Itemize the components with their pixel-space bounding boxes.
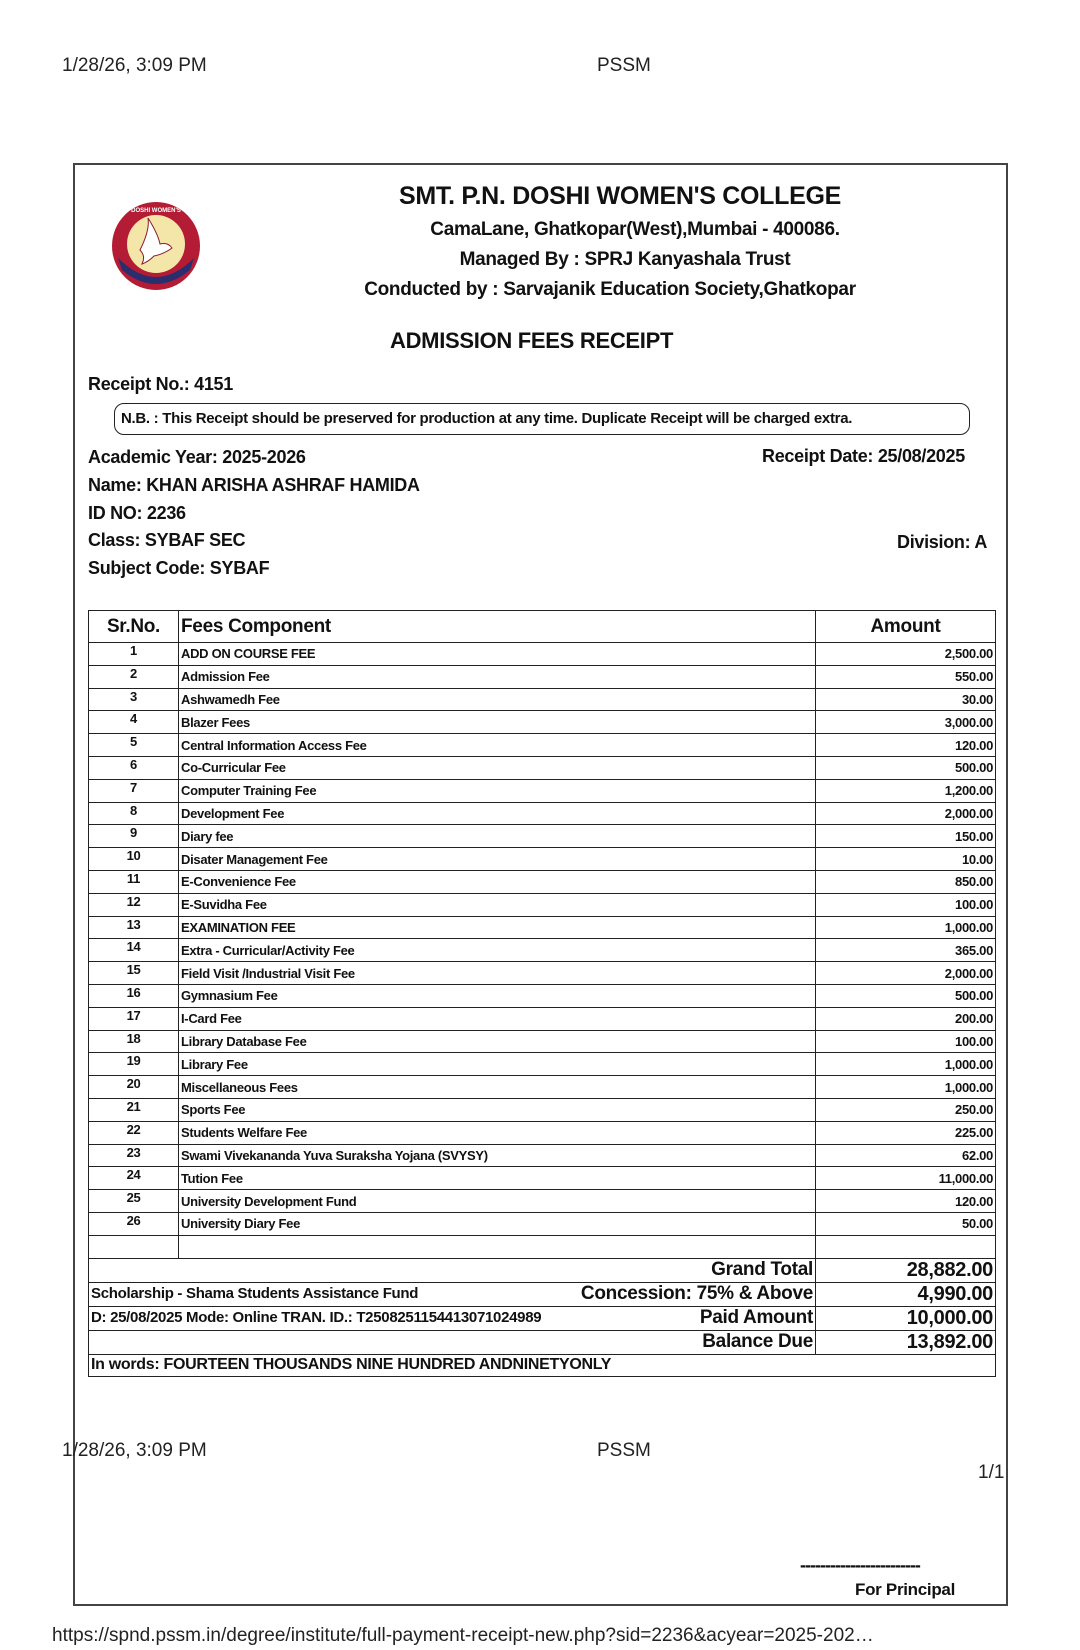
sr-no-cell: 3: [89, 688, 179, 711]
fee-component-cell: E-Suvidha Fee: [179, 893, 816, 916]
student-id: ID NO: 2236: [88, 503, 186, 523]
fee-amount-cell: 250.00: [816, 1098, 996, 1121]
fee-amount-cell: 120.00: [816, 1190, 996, 1213]
table-row: [89, 939, 996, 962]
paid-value: 10,000.00: [816, 1306, 996, 1330]
sr-no-cell: 2: [89, 665, 179, 688]
fee-amount-cell: 200.00: [816, 1007, 996, 1030]
empty-cell: [816, 1235, 996, 1258]
fees-table: [88, 610, 996, 1377]
fee-component-cell: I-Card Fee: [179, 1007, 816, 1030]
fee-amount-cell: 1,000.00: [816, 1076, 996, 1099]
paid-label: Paid Amount: [699, 1307, 813, 1329]
fee-amount-cell: 1,000.00: [816, 916, 996, 939]
payment-info: D: 25/08/2025 Mode: Online TRAN. ID.: T2508251154413071024989: [91, 1309, 542, 1327]
fee-amount-cell: 62.00: [816, 1144, 996, 1167]
sr-no-cell: 20: [89, 1076, 179, 1099]
table-row: [89, 1212, 996, 1235]
fee-amount-cell: 500.00: [816, 756, 996, 779]
fee-amount-cell: 50.00: [816, 1212, 996, 1235]
sr-no-cell: 26: [89, 1212, 179, 1235]
scholarship-name: Scholarship - Shama Students Assistance Fund: [91, 1285, 419, 1303]
receipt-note: N.B. : This Receipt should be preserved for production at any time. Duplicate Receipt will be charged extra.: [114, 403, 970, 435]
sr-no-cell: 16: [89, 984, 179, 1007]
sr-no-cell: 10: [89, 848, 179, 871]
sr-no-cell: 1: [89, 643, 179, 666]
table-row: [89, 734, 996, 757]
college-address: CamaLane, Ghatkopar(West),Mumbai - 400086.: [430, 219, 840, 240]
fee-component-cell: Students Welfare Fee: [179, 1121, 816, 1144]
fee-component-cell: Central Information Access Fee: [179, 734, 816, 757]
fee-component-cell: Disater Management Fee: [179, 848, 816, 871]
print-datetime: 1/28/26, 3:09 PM: [62, 55, 207, 76]
fee-component-cell: EXAMINATION FEE: [179, 916, 816, 939]
sr-no-cell: 9: [89, 825, 179, 848]
fee-amount-cell: 100.00: [816, 1030, 996, 1053]
sr-no-cell: 13: [89, 916, 179, 939]
fee-component-cell: Library Fee: [179, 1053, 816, 1076]
fee-amount-cell: 550.00: [816, 665, 996, 688]
balance-label: Balance Due: [89, 1330, 816, 1354]
table-row: [89, 1053, 996, 1076]
table-row: [89, 962, 996, 985]
table-row: [89, 1144, 996, 1167]
sr-no-cell: 15: [89, 962, 179, 985]
print-title: PSSM: [597, 55, 651, 76]
college-name: SMT. P.N. DOSHI WOMEN'S COLLEGE: [398, 182, 842, 210]
fee-component-cell: Extra - Curricular/Activity Fee: [179, 939, 816, 962]
header-amount: Amount: [816, 611, 996, 643]
grand-total-label: Grand Total: [89, 1258, 816, 1282]
table-row: [89, 825, 996, 848]
fee-amount-cell: 10.00: [816, 848, 996, 871]
table-row: [89, 779, 996, 802]
fee-amount-cell: 120.00: [816, 734, 996, 757]
fee-amount-cell: 500.00: [816, 984, 996, 1007]
table-row: [89, 1167, 996, 1190]
sr-no-cell: 17: [89, 1007, 179, 1030]
managed-by: Managed By : SPRJ Kanyashala Trust: [459, 249, 791, 270]
table-row: [89, 643, 996, 666]
table-row: [89, 1190, 996, 1213]
fee-amount-cell: 30.00: [816, 688, 996, 711]
empty-cell: [89, 1235, 179, 1258]
fee-component-cell: E-Convenience Fee: [179, 870, 816, 893]
table-row: [89, 688, 996, 711]
sr-no-cell: 5: [89, 734, 179, 757]
sr-no-cell: 25: [89, 1190, 179, 1213]
balance-row: [89, 1330, 996, 1354]
fee-amount-cell: 365.00: [816, 939, 996, 962]
table-row: [89, 1007, 996, 1030]
paid-cell: [89, 1306, 816, 1330]
table-header-row: [89, 611, 996, 643]
page-url[interactable]: https://spnd.pssm.in/degree/institute/full-payment-receipt-new.php?sid=2236&acyear=2025-202…: [52, 1625, 874, 1646]
paid-row: [89, 1306, 996, 1330]
fee-amount-cell: 1,200.00: [816, 779, 996, 802]
table-row: [89, 1030, 996, 1053]
grand-total-row: [89, 1258, 996, 1282]
table-row: [89, 893, 996, 916]
receipt-number: Receipt No.: 4151: [88, 374, 233, 394]
concession-label: Concession: 75% & Above: [580, 1283, 813, 1305]
sr-no-cell: 19: [89, 1053, 179, 1076]
table-row: [89, 1076, 996, 1099]
sr-no-cell: 7: [89, 779, 179, 802]
receipt-date: Receipt Date: 25/08/2025: [762, 446, 965, 466]
svg-text:DOSHI WOMEN'S: DOSHI WOMEN'S: [131, 208, 181, 214]
grand-total-value: 28,882.00: [816, 1258, 996, 1282]
empty-cell: [179, 1235, 816, 1258]
sr-no-cell: 8: [89, 802, 179, 825]
table-row: [89, 870, 996, 893]
fee-component-cell: Miscellaneous Fees: [179, 1076, 816, 1099]
sr-no-cell: 24: [89, 1167, 179, 1190]
college-logo-icon: [110, 200, 202, 292]
table-row: [89, 916, 996, 939]
table-row: [89, 848, 996, 871]
college-header: [330, 182, 890, 301]
signature-line: ------------------------: [800, 1555, 920, 1575]
receipt-title: ADMISSION FEES RECEIPT: [390, 328, 674, 353]
fee-component-cell: Blazer Fees: [179, 711, 816, 734]
amount-in-words: In words: FOURTEEN THOUSANDS NINE HUNDRED ANDNINETYONLY: [89, 1354, 996, 1377]
fee-component-cell: Sports Fee: [179, 1098, 816, 1121]
in-words-row: [89, 1354, 996, 1377]
table-row: [89, 1121, 996, 1144]
concession-cell: [89, 1282, 816, 1306]
table-row: [89, 756, 996, 779]
sr-no-cell: 21: [89, 1098, 179, 1121]
fee-amount-cell: 150.00: [816, 825, 996, 848]
fee-amount-cell: 3,000.00: [816, 711, 996, 734]
fee-amount-cell: 100.00: [816, 893, 996, 916]
sr-no-cell: 14: [89, 939, 179, 962]
fee-amount-cell: 2,000.00: [816, 962, 996, 985]
table-row: [89, 665, 996, 688]
balance-value: 13,892.00: [816, 1330, 996, 1354]
fee-component-cell: Swami Vivekananda Yuva Suraksha Yojana (SVYSY): [179, 1144, 816, 1167]
print-datetime-repeat: 1/28/26, 3:09 PM: [62, 1440, 207, 1461]
sr-no-cell: 12: [89, 893, 179, 916]
table-row: [89, 711, 996, 734]
fee-component-cell: Co-Curricular Fee: [179, 756, 816, 779]
concession-value: 4,990.00: [816, 1282, 996, 1306]
fee-amount-cell: 11,000.00: [816, 1167, 996, 1190]
fee-amount-cell: 850.00: [816, 870, 996, 893]
fee-component-cell: Tution Fee: [179, 1167, 816, 1190]
fee-amount-cell: 225.00: [816, 1121, 996, 1144]
fee-component-cell: Development Fee: [179, 802, 816, 825]
fee-rows: [89, 643, 996, 1236]
student-class: Class: SYBAF SEC: [88, 530, 246, 550]
fee-component-cell: Gymnasium Fee: [179, 984, 816, 1007]
for-principal-label: For Principal: [855, 1580, 956, 1599]
fee-amount-cell: 1,000.00: [816, 1053, 996, 1076]
fee-component-cell: University Diary Fee: [179, 1212, 816, 1235]
header-fees-component: Fees Component: [179, 611, 816, 643]
fee-component-cell: Admission Fee: [179, 665, 816, 688]
concession-row: [89, 1282, 996, 1306]
header-sr-no: Sr.No.: [89, 611, 179, 643]
table-row: [89, 1098, 996, 1121]
fee-component-cell: ADD ON COURSE FEE: [179, 643, 816, 666]
fee-component-cell: Ashwamedh Fee: [179, 688, 816, 711]
fee-component-cell: Field Visit /Industrial Visit Fee: [179, 962, 816, 985]
page-number: 1/1: [978, 1462, 1005, 1483]
fee-component-cell: Computer Training Fee: [179, 779, 816, 802]
sr-no-cell: 4: [89, 711, 179, 734]
fee-amount-cell: 2,500.00: [816, 643, 996, 666]
sr-no-cell: 23: [89, 1144, 179, 1167]
sr-no-cell: 11: [89, 870, 179, 893]
sr-no-cell: 6: [89, 756, 179, 779]
fee-component-cell: Diary fee: [179, 825, 816, 848]
fee-amount-cell: 2,000.00: [816, 802, 996, 825]
print-title-repeat: PSSM: [597, 1440, 651, 1461]
empty-row: [89, 1235, 996, 1258]
sr-no-cell: 18: [89, 1030, 179, 1053]
fee-component-cell: Library Database Fee: [179, 1030, 816, 1053]
table-row: [89, 802, 996, 825]
table-row: [89, 984, 996, 1007]
student-division: Division: A: [897, 532, 988, 552]
sr-no-cell: 22: [89, 1121, 179, 1144]
conducted-by: Conducted by : Sarvajanik Education Society,Ghatkopar: [364, 279, 856, 300]
fee-component-cell: University Development Fund: [179, 1190, 816, 1213]
academic-year: Academic Year: 2025-2026: [88, 447, 306, 467]
subject-code: Subject Code: SYBAF: [88, 558, 270, 578]
student-name: Name: KHAN ARISHA ASHRAF HAMIDA: [88, 475, 420, 495]
